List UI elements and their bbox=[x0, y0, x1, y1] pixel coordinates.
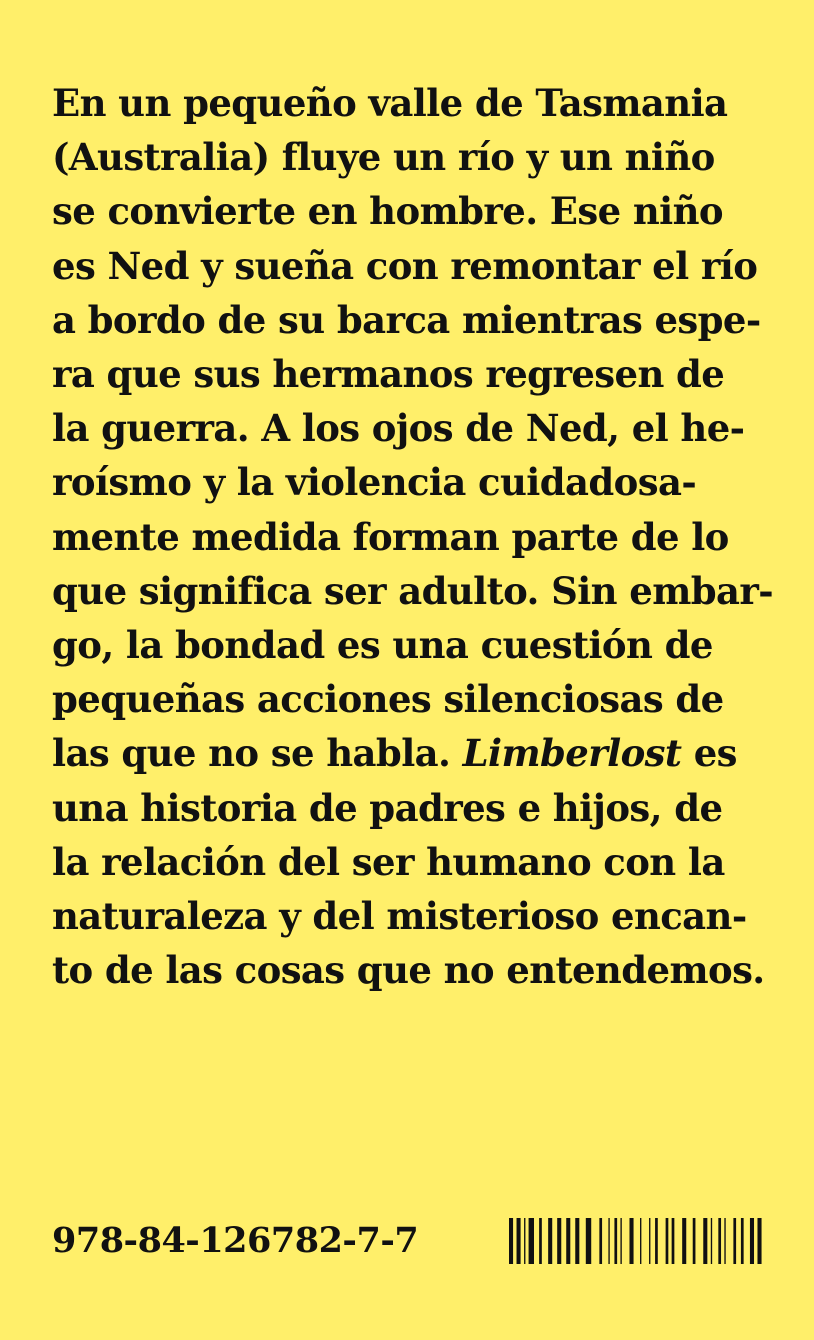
barcode-bar bbox=[614, 1218, 617, 1264]
blurb-line-start: las que no se habla. bbox=[52, 731, 451, 776]
blurb-line: es Ned y sueña con remontar el río bbox=[52, 243, 758, 288]
barcode-bar bbox=[524, 1218, 525, 1264]
barcode-icon bbox=[509, 1218, 762, 1264]
barcode-bar bbox=[733, 1218, 736, 1264]
barcode-bar bbox=[649, 1218, 650, 1264]
barcode-bar bbox=[666, 1218, 669, 1264]
blurb-line: (Australia) fluye un río y un niño bbox=[52, 135, 715, 180]
barcode-bar bbox=[629, 1218, 633, 1264]
barcode-bar bbox=[640, 1218, 641, 1264]
barcode-bar bbox=[757, 1218, 761, 1264]
barcode-bar bbox=[529, 1218, 534, 1264]
barcode-bar bbox=[682, 1218, 686, 1264]
barcode-bar bbox=[557, 1218, 561, 1264]
barcode-bar bbox=[724, 1218, 725, 1264]
blurb-line: naturaleza y del misterioso encan- bbox=[52, 894, 747, 939]
barcode-bar bbox=[711, 1218, 712, 1264]
blurb-line: pequeñas acciones silenciosas de bbox=[52, 677, 724, 722]
barcode-bar bbox=[718, 1218, 721, 1264]
barcode-bar bbox=[575, 1218, 579, 1264]
blurb-line: a bordo de su barca mientras espe- bbox=[52, 297, 761, 342]
blurb-line: se convierte en hombre. Ese niño bbox=[52, 189, 723, 234]
blurb-line: to de las cosas que no entendemos. bbox=[52, 948, 765, 993]
barcode-bar bbox=[693, 1218, 696, 1264]
barcode-bar bbox=[566, 1218, 570, 1264]
back-cover-blurb bbox=[52, 76, 792, 997]
barcode-bar bbox=[509, 1218, 513, 1264]
blurb-line: ra que sus hermanos regresen de bbox=[52, 352, 725, 397]
barcode-bar bbox=[655, 1218, 658, 1264]
barcode-bar bbox=[539, 1218, 542, 1264]
barcode-bar bbox=[741, 1218, 744, 1264]
blurb-line: que significa ser adulto. Sin embar- bbox=[52, 568, 774, 613]
isbn-number: 978-84-126782-7-7 bbox=[52, 1220, 419, 1261]
barcode-bar bbox=[703, 1218, 707, 1264]
blurb-line-with-title bbox=[52, 726, 792, 780]
blurb-line: mente medida forman parte de lo bbox=[52, 514, 729, 559]
blurb-line: una historia de padres e hijos, de bbox=[52, 785, 723, 830]
blurb-line: En un pequeño valle de Tasmania bbox=[52, 81, 728, 125]
blurb-line: la relación del ser humano con la bbox=[52, 839, 725, 884]
barcode-bar bbox=[672, 1218, 675, 1264]
barcode-bar bbox=[517, 1218, 521, 1264]
blurb-line: roísmo y la violencia cuidadosa- bbox=[52, 460, 697, 505]
barcode-bar bbox=[548, 1218, 552, 1264]
barcode-bar bbox=[750, 1218, 754, 1264]
barcode-bar bbox=[620, 1218, 621, 1264]
barcode-bar bbox=[608, 1218, 609, 1264]
blurb-line: go, la bondad es una cuestión de bbox=[52, 623, 713, 668]
blurb-line: la guerra. A los ojos de Ned, el he- bbox=[52, 406, 745, 451]
barcode-bar bbox=[599, 1218, 602, 1264]
blurb-line-end: es bbox=[693, 731, 737, 776]
book-title-italic: Limberlost bbox=[462, 731, 682, 776]
barcode-bar bbox=[586, 1218, 591, 1264]
